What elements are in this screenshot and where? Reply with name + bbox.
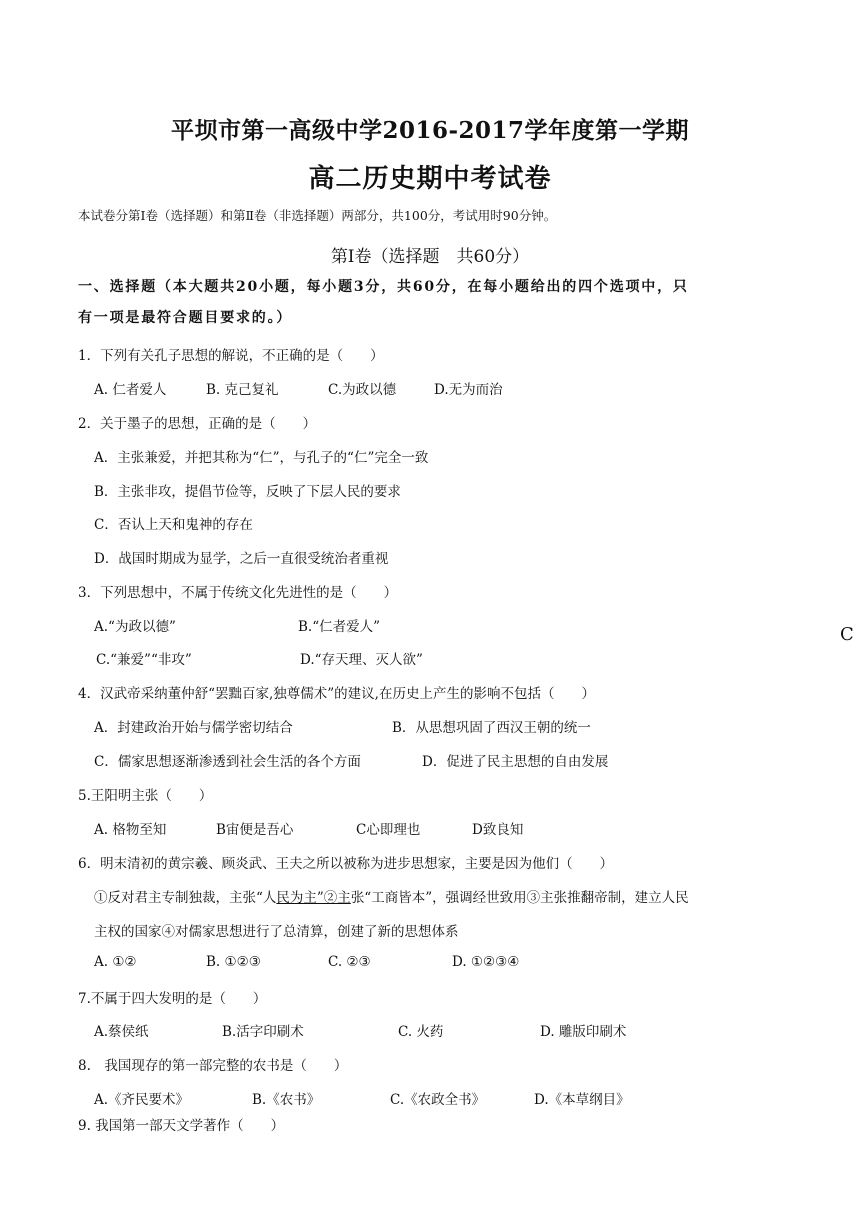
question-8-stem: 8. 我国现存的第一部完整的农书是（ ）: [78, 1058, 348, 1074]
question-3-option-b: B.“仁者爱人”: [298, 619, 381, 635]
question-8-option-a: A.《齐民要术》: [94, 1092, 190, 1108]
question-2-option-a: A．主张兼爱，并把其称为“仁”，与孔子的“仁”完全一致: [94, 450, 429, 466]
section-instructions-line2: 有一项是最符合题目要求的。）: [78, 310, 293, 326]
question-8-option-c: C.《农政全书》: [390, 1092, 486, 1108]
question-4-stem: 4．汉武帝采纳董仲舒“罢黜百家,独尊儒术”的建议,在历史上产生的影响不包括（ ）: [78, 686, 595, 702]
question-2-option-b: B．主张非攻，提倡节俭等，反映了下层人民的要求: [94, 484, 401, 500]
question-6-stem: 6．明末清初的黄宗羲、顾炎武、王夫之所以被称为进步思想家，主要是因为他们（ ）: [78, 856, 614, 872]
question-1-option-a: A. 仁者爱人: [94, 382, 167, 398]
question-4-option-a: A．封建政治开始与儒学密切结合: [94, 720, 293, 736]
question-8-option-d: D.《本草纲目》: [534, 1092, 630, 1108]
question-2-stem: 2．关于墨子的思想，正确的是（ ）: [78, 416, 317, 432]
question-9-stem: 9. 我国第一部天文学著作（ ）: [78, 1118, 285, 1134]
question-5-option-d: D致良知: [472, 822, 524, 838]
question-5-stem: 5.王阳明主张（ ）: [78, 788, 213, 804]
section-instructions-line1: 一、选择题（本大题共20小题，每小题3分，共60分，在每小题给出的四个选项中，只: [78, 279, 689, 295]
question-1-option-c: C.为政以德: [328, 382, 397, 398]
question-7-stem: 7.不属于四大发明的是（ ）: [78, 991, 267, 1007]
question-5-option-a: A. 格物至知: [94, 822, 167, 838]
question-3-option-c: C.“兼爱”“非攻”: [96, 652, 192, 668]
exam-intro: 本试卷分第Ⅰ卷（选择题）和第Ⅱ卷（非选择题）两部分，共100分，考试用时90分钟。: [78, 208, 557, 223]
question-6-statement-line2: 主权的国家④对儒家思想进行了总清算，创建了新的思想体系: [94, 924, 459, 940]
question-6-option-b: B. ①②③: [206, 954, 261, 970]
part1-heading: 第Ⅰ卷（选择题 共60分）: [330, 247, 530, 267]
question-1-stem: 1．下列有关孔子思想的解说，不正确的是（ ）: [78, 348, 384, 364]
question-5-option-b: B宙便是吾心: [216, 822, 294, 838]
question-3-option-d: D.“存天理、灭人欲”: [300, 652, 423, 668]
question-6-line1-post: 张“工商皆本”，强调经世致用③主张推翻帝制，建立人民: [350, 890, 689, 906]
question-8-option-b: B.《农书》: [252, 1092, 321, 1108]
question-6-option-c: C. ②③: [328, 954, 371, 970]
margin-mark: C: [840, 624, 854, 645]
question-4-option-c: C．儒家思想逐渐渗透到社会生活的各个方面: [94, 754, 361, 770]
question-6-statement-line1: [94, 886, 689, 906]
question-2-option-c: C．否认上天和鬼神的存在: [94, 517, 253, 533]
question-4-option-d: D．促进了民主思想的自由发展: [422, 754, 609, 770]
question-2-option-d: D．战国时期成为显学，之后一直很受统治者重视: [94, 551, 389, 567]
question-5-option-c: C心即理也: [356, 822, 421, 838]
question-7-option-d: D. 雕版印刷术: [540, 1024, 627, 1040]
question-6-option-a: A. ①②: [94, 954, 137, 970]
question-6-line1-underlined: 民为主”②主: [276, 890, 351, 906]
question-1-option-b: B. 克己复礼: [206, 382, 279, 398]
question-7-option-a: A.蔡侯纸: [94, 1024, 149, 1040]
question-7-option-c: C. 火药: [398, 1024, 444, 1040]
exam-title-subject: 高二历史期中考试卷: [308, 164, 552, 194]
question-1-option-d: D.无为而治: [434, 382, 503, 398]
question-7-option-b: B.活字印刷术: [222, 1024, 304, 1040]
question-3-stem: 3．下列思想中，不属于传统文化先进性的是（ ）: [78, 585, 398, 601]
question-3-option-a: A.“为政以德”: [94, 619, 176, 635]
question-6-line1-pre: ①反对君主专制独裁，主张“人: [94, 890, 277, 906]
exam-title-school: 平坝市第一高级中学2016-2017学年度第一学期: [170, 117, 690, 144]
question-6-option-d: D. ①②③④: [452, 954, 520, 970]
question-4-option-b: B．从思想巩固了西汉王朝的统一: [392, 720, 591, 736]
